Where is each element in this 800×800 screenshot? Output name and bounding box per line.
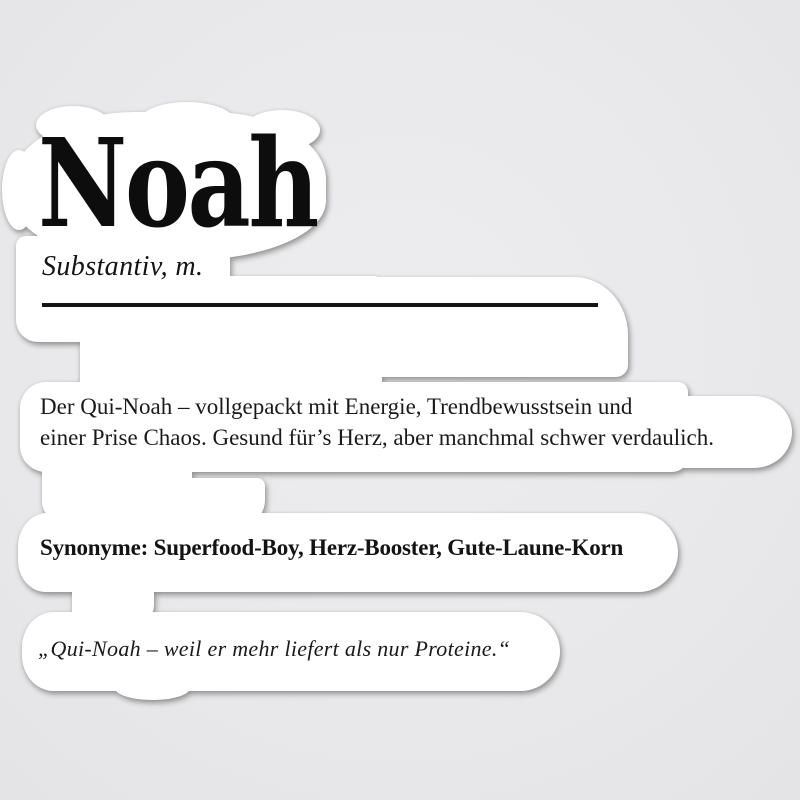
definition-text [40, 391, 714, 453]
sticker-word-title: Noah [38, 111, 317, 255]
synonyms-line: Synonyme: Superfood-Boy, Herz-Booster, Gute-Laune-Korn [40, 535, 624, 560]
divider-rule [42, 303, 598, 307]
quote-line: „Qui-Noah – weil er mehr liefert als nur Proteine.“ [38, 636, 511, 661]
definition-line-1: Der Qui-Noah – vollgepackt mit Energie, Trendbewusstsein und [40, 394, 633, 419]
definition-line-2: einer Prise Chaos. Gesund für’s Herz, aber manchmal schwer verdaulich. [40, 425, 715, 451]
part-of-speech-label: Substantiv, m. [42, 251, 204, 282]
